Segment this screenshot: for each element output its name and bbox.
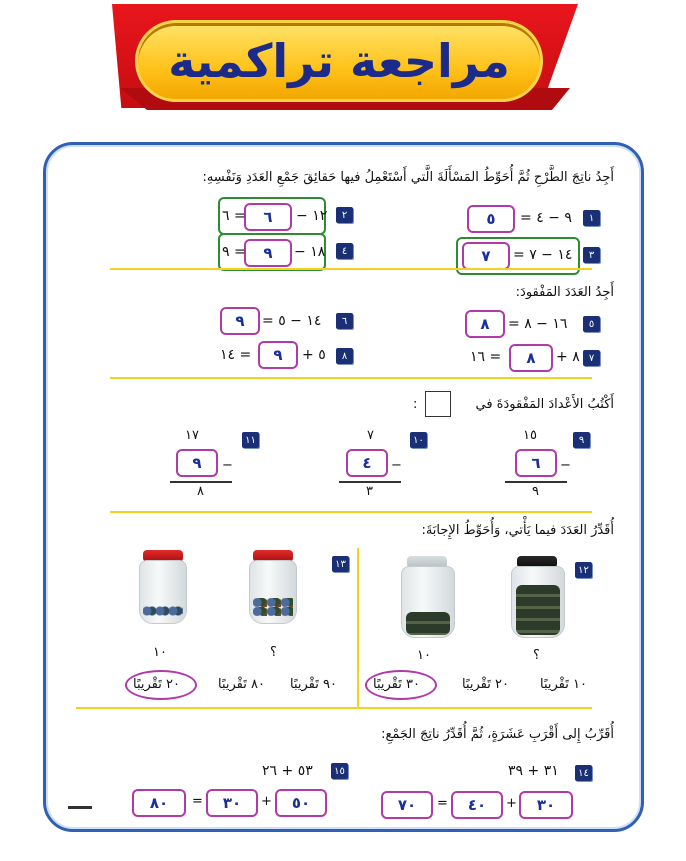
q15-rounded-1[interactable]: ٥٠ [275, 789, 327, 817]
q13-option-3[interactable]: ٩٠ تَقْريبًا [290, 677, 337, 692]
q13-unknown-label: ؟ [270, 645, 277, 660]
q9-bottom: ٩ [532, 484, 539, 499]
q15-sum[interactable]: ٨٠ [132, 789, 186, 817]
q8-right: = ١٤ [220, 347, 252, 363]
q7-answer-box[interactable]: ٨ [509, 344, 553, 372]
q13-option-2[interactable]: ٨٠ تَقْريبًا [218, 677, 265, 692]
q10-answer-box[interactable]: ٤ [346, 449, 388, 477]
q13-jar-unknown-marbles [253, 598, 293, 616]
sec4-instruction: أُقَدِّرُ العَدَدَ فيما يَأْتي، وَأُحَوِّطُ الإِجابَةَ: [421, 523, 614, 538]
q14-number: ١٤ [575, 765, 592, 781]
q2-expression: ١٢ − [296, 208, 328, 224]
divider-1 [110, 268, 592, 270]
q1-answer-box[interactable]: ٥ [467, 205, 515, 233]
q13-jar-known-marbles [143, 606, 183, 616]
q9-number: ٩ [573, 432, 590, 448]
q10-bottom: ٣ [366, 484, 373, 499]
q14-plus: + [506, 796, 517, 811]
q3-expression: ١٤ − ٧ = [513, 247, 573, 263]
q14-rounded-2[interactable]: ٤٠ [451, 791, 503, 819]
q13-number: ١٣ [332, 556, 349, 572]
q13-known-label: ١٠ [153, 645, 167, 660]
q15-equals: = [192, 794, 203, 809]
q9-minus: − [560, 458, 571, 473]
q7-left: ٨ + [556, 349, 580, 365]
q12-option-1[interactable]: ٣٠ تَقْريبًا [373, 677, 420, 692]
q12-unknown-label: ؟ [533, 648, 540, 663]
q14-rounded-1[interactable]: ٣٠ [519, 791, 573, 819]
q1-expression: ٩ − ٤ = [520, 210, 572, 226]
q9-top: ١٥ [523, 428, 537, 443]
pencil-mark [68, 806, 92, 809]
sec2-instruction: أَجِدُ العَدَدَ المَفْقودَ: [515, 285, 614, 300]
q2-number: ٢ [336, 207, 353, 223]
q11-bottom: ٨ [197, 484, 204, 499]
empty-box-icon [425, 391, 451, 417]
q9-bar [505, 481, 567, 483]
q11-top: ١٧ [185, 428, 199, 443]
q8-answer-box[interactable]: ٩ [258, 341, 298, 369]
sec5-instruction: أُقَرِّبُ إِلى أَقْرَبِ عَشَرَةٍ، ثُمَّ أُقَدِّرُ ناتِجَ الجَمْعِ: [381, 727, 614, 742]
sec1-instruction: أَجِدُ ناتِجَ الطَّرْحِ ثُمَّ أُحَوِّطُ المَسْأَلَةَ الَّتي أَسْتَعْمِلُ فيها حَقائِقَ جَمْعِ العَدَدِ وَنَفْسِهِ: [202, 170, 614, 185]
q3-number: ٣ [583, 247, 600, 263]
q4-expression: ١٨ − [294, 244, 326, 260]
q12-jar-known-contents [406, 612, 450, 635]
q11-bar [170, 481, 232, 483]
q12-jar-unknown-contents [516, 585, 560, 635]
q11-number: ١١ [242, 432, 259, 448]
q5-expression: ١٦ − ٨ = [508, 316, 568, 332]
q14-sum[interactable]: ٧٠ [381, 791, 433, 819]
q10-minus: − [391, 458, 402, 473]
q7-right: = ١٦ [470, 349, 502, 365]
q2-answer-box[interactable]: ٦ [244, 203, 292, 231]
q8-left: ٥ + [302, 347, 326, 363]
q8-number: ٨ [336, 348, 353, 364]
q11-answer-box[interactable]: ٩ [176, 449, 218, 477]
q2-result: = ٦ [222, 208, 246, 224]
q11-minus: − [222, 458, 233, 473]
q6-expression: ١٤ − ٥ = [262, 313, 322, 329]
q1-number: ١ [583, 210, 600, 226]
q10-bar [339, 481, 401, 483]
q4-answer-box[interactable]: ٩ [244, 239, 292, 267]
sec3-colon: : [413, 397, 418, 412]
page-title: مراجعة تراكمية [168, 34, 510, 88]
sec4-vertical-divider [357, 548, 359, 708]
q5-number: ٥ [583, 316, 600, 332]
q4-result: = ٩ [222, 244, 246, 260]
q4-number: ٤ [336, 243, 353, 259]
q7-number: ٧ [583, 350, 600, 366]
q9-answer-box[interactable]: ٦ [515, 449, 557, 477]
q14-equals: = [437, 796, 448, 811]
banner-pill [135, 20, 543, 102]
q15-number: ١٥ [331, 763, 348, 779]
q12-option-3[interactable]: ١٠ تَقْريبًا [540, 677, 587, 692]
q13-option-1[interactable]: ٢٠ تَقْريبًا [133, 677, 180, 692]
q3-answer-box[interactable]: ٧ [462, 242, 510, 270]
q10-number: ١٠ [410, 432, 427, 448]
q15-rounded-2[interactable]: ٣٠ [206, 789, 258, 817]
divider-3 [110, 511, 592, 513]
q12-number: ١٢ [575, 562, 592, 578]
q10-top: ٧ [367, 428, 374, 443]
q6-number: ٦ [336, 313, 353, 329]
q12-option-2[interactable]: ٢٠ تَقْريبًا [462, 677, 509, 692]
q5-answer-box[interactable]: ٨ [465, 310, 505, 338]
q15-expression: ٥٣ + ٢٦ [262, 763, 313, 779]
divider-4 [76, 707, 592, 709]
q15-plus: + [261, 794, 272, 809]
sec3-instruction: أَكْتُبُ الأَعْدادَ المَفْقودَةَ في [475, 397, 614, 412]
divider-2 [110, 377, 592, 379]
q6-answer-box[interactable]: ٩ [220, 307, 260, 335]
q14-expression: ٣١ + ٣٩ [508, 763, 559, 779]
q12-known-label: ١٠ [417, 648, 431, 663]
